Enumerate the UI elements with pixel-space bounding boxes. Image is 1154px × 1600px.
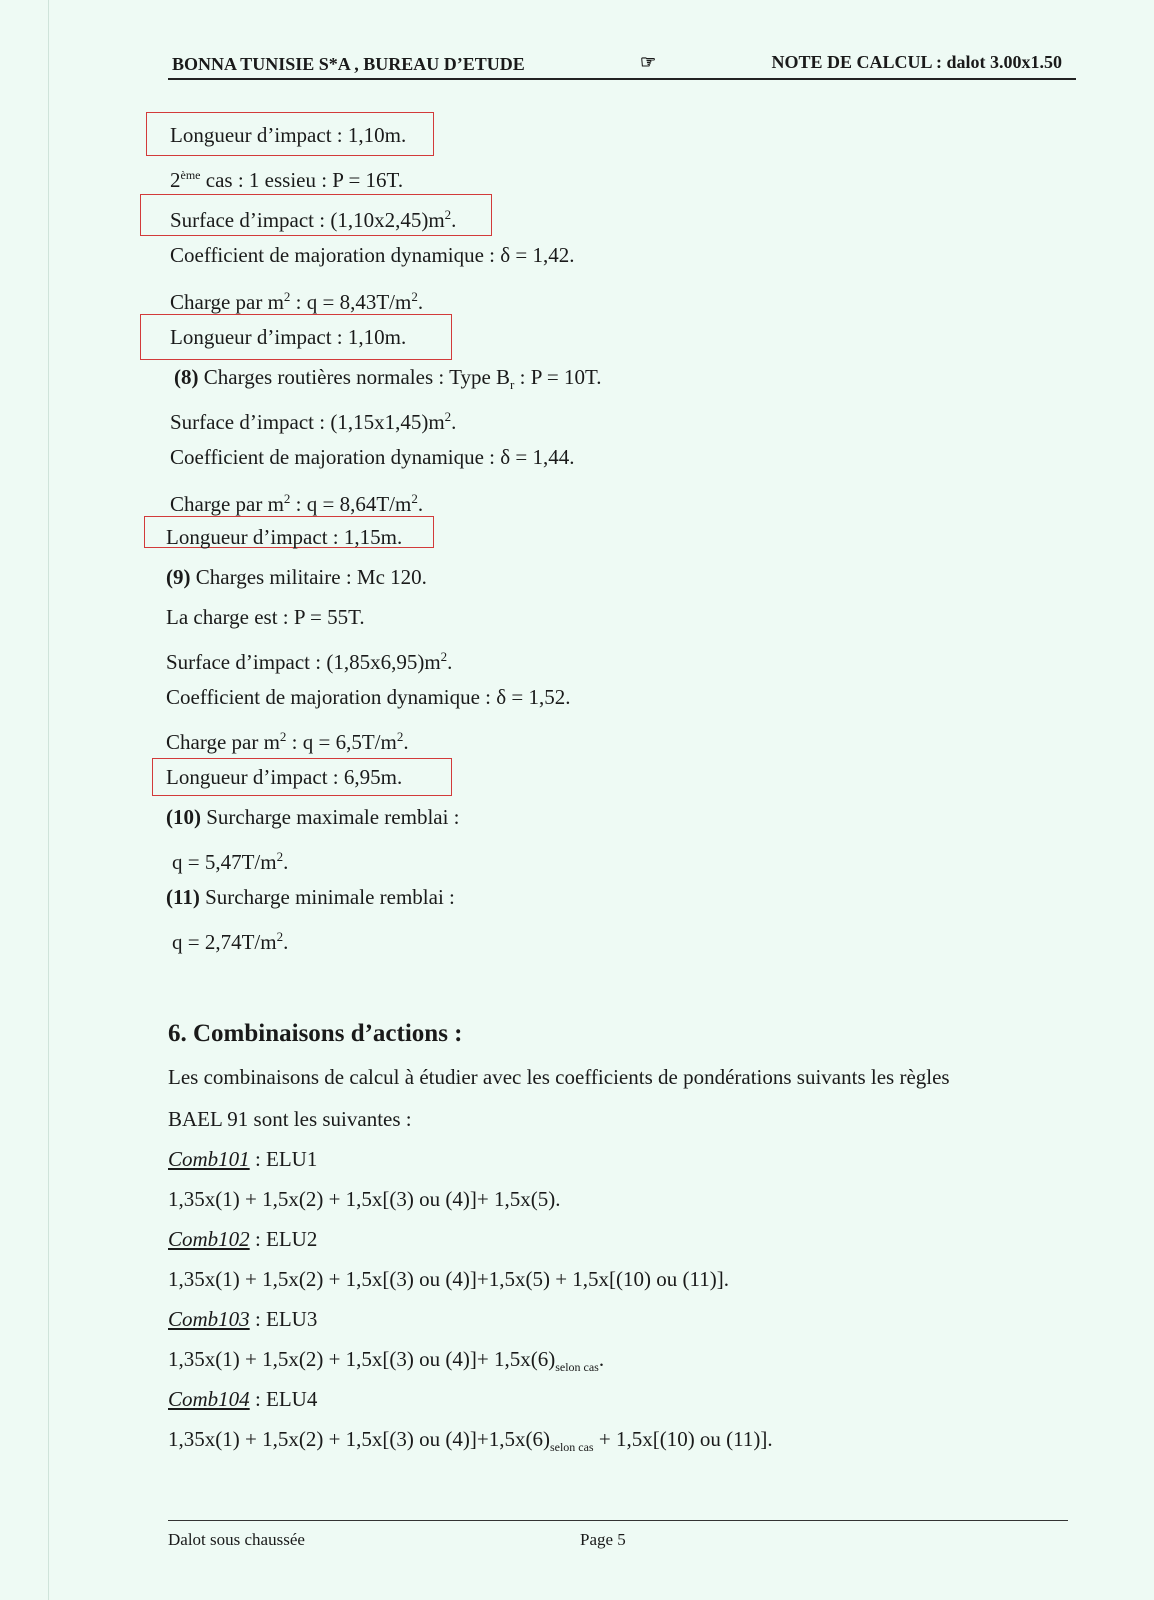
superscript: 2: [411, 289, 418, 304]
combination-label-line: [168, 1306, 317, 1332]
text-line: [166, 644, 452, 675]
text: : P = 10T.: [514, 365, 602, 389]
text-line: [170, 284, 423, 315]
superscript: 2: [444, 409, 452, 424]
text: Surcharge minimale remblai :: [199, 885, 455, 909]
text: Longueur d’impact : 6,95m.: [166, 765, 403, 789]
superscript: 2: [396, 729, 404, 744]
text-line: [166, 724, 409, 755]
section-intro: Les combinaisons de calcul à étudier avec les coefficients de pondérations suivants les règles: [168, 1065, 950, 1089]
text-line: [174, 364, 601, 398]
combination-formula: [168, 1426, 773, 1460]
combination-label-line: [168, 1146, 317, 1172]
text: : q = 6,5T/m: [286, 730, 397, 754]
combination-label-line: [168, 1226, 317, 1252]
combination-name: : ELU4: [249, 1387, 318, 1411]
text: Coefficient de majoration dynamique : δ = 1,44.: [170, 445, 575, 469]
text: q = 5,47T/m: [172, 850, 277, 874]
text: Surface d’impact : (1,85x6,95)m: [166, 650, 441, 674]
text: Charge par m: [170, 290, 284, 314]
text: Longueur d’impact : 1,10m.: [170, 325, 407, 349]
formula: + 1,5x[(10) ou (11)].: [593, 1427, 773, 1451]
text: .: [447, 650, 453, 674]
combination-formula: [168, 1266, 729, 1292]
text: .: [451, 208, 457, 232]
footer-rule: [168, 1520, 1068, 1521]
text: .: [283, 850, 289, 874]
text: Charges militaire : Mc 120.: [190, 565, 427, 589]
superscript: 2: [440, 649, 448, 664]
combination-label: Comb101: [168, 1147, 250, 1171]
formula: 1,35x(1) + 1,5x(2) + 1,5x[(3) ou (4)]+ 1,5x(6): [168, 1347, 556, 1371]
text: Longueur d’impact : 1,10m.: [170, 123, 407, 147]
text: : q = 8,64T/m: [290, 492, 412, 516]
item-number: (11): [166, 885, 200, 909]
superscript: 2: [276, 929, 284, 944]
text-line: [170, 242, 575, 268]
subscript: r: [510, 377, 515, 393]
text-line: [170, 162, 403, 193]
text: Charges routières normales : Type B: [198, 365, 511, 389]
item-number: (10): [166, 805, 201, 829]
text: .: [283, 930, 289, 954]
header-company: BONNA TUNISIE S*A , BUREAU D’ETUDE: [172, 54, 525, 74]
text-line: [172, 924, 288, 955]
formula: 1,35x(1) + 1,5x(2) + 1,5x[(3) ou (4)]+ 1,5x(5).: [168, 1187, 561, 1211]
formula-subscript: selon cas: [549, 1440, 594, 1455]
text: Coefficient de majoration dynamique : δ = 1,42.: [170, 243, 575, 267]
formula: .: [598, 1347, 605, 1371]
page-number: Page 5: [580, 1530, 626, 1549]
text-line: [170, 444, 575, 470]
text: 2: [170, 168, 181, 192]
text-line: [166, 564, 427, 590]
text: cas : 1 essieu : P = 16T.: [200, 168, 404, 192]
superscript: 2: [279, 729, 287, 744]
superscript: ème: [180, 168, 201, 182]
header-document-title: NOTE DE CALCUL : dalot 3.00x1.50: [771, 52, 1062, 72]
section-title: 6. Combinaisons d’actions :: [168, 1020, 463, 1047]
text-line: [170, 122, 406, 148]
text-line: [170, 486, 423, 517]
page-header: [168, 52, 1076, 80]
superscript: 2: [283, 491, 291, 506]
text: Surface d’impact : (1,10x2,45)m: [170, 208, 445, 232]
combination-label-line: [168, 1386, 317, 1412]
text-line: [170, 324, 406, 350]
text: Surface d’impact : (1,15x1,45)m: [170, 410, 445, 434]
superscript: 2: [283, 289, 291, 304]
text: .: [403, 730, 409, 754]
formula: 1,35x(1) + 1,5x(2) + 1,5x[(3) ou (4)]+1,5x(6): [168, 1427, 550, 1451]
text-line: [172, 844, 288, 875]
text-line: [166, 684, 571, 710]
text-line: [166, 884, 455, 910]
text: .: [417, 290, 424, 314]
combination-label: Comb104: [168, 1387, 250, 1411]
formula: 1,35x(1) + 1,5x(2) + 1,5x[(3) ou (4)]+1,5x(5) + 1,5x[(10) ou (11)].: [168, 1267, 729, 1291]
superscript: 2: [444, 207, 452, 222]
text-line: [166, 604, 365, 630]
text-line: [170, 404, 456, 435]
superscript: 2: [411, 491, 418, 506]
pointing-hand-icon: ☞: [640, 52, 657, 72]
section-intro: BAEL 91 sont les suivantes :: [168, 1107, 412, 1131]
combination-label: Comb102: [168, 1227, 250, 1251]
item-number: (9): [166, 565, 191, 589]
item-number: (8): [174, 365, 199, 389]
scan-edge-line: [48, 0, 49, 1600]
text-line: [166, 764, 402, 790]
text: Coefficient de majoration dynamique : δ = 1,52.: [166, 685, 571, 709]
text-line: [166, 804, 460, 830]
text: Surcharge maximale remblai :: [201, 805, 460, 829]
combination-label: Comb103: [168, 1307, 250, 1331]
text: q = 2,74T/m: [172, 930, 277, 954]
text: Charge par m: [170, 492, 284, 516]
combination-name: : ELU1: [249, 1147, 318, 1171]
formula-subscript: selon cas: [555, 1360, 599, 1375]
text: .: [451, 410, 457, 434]
combination-name: : ELU2: [249, 1227, 318, 1251]
text: .: [417, 492, 424, 516]
text-line: [166, 524, 402, 550]
text: Charge par m: [166, 730, 280, 754]
text: Longueur d’impact : 1,15m.: [166, 525, 403, 549]
footer-document-name: Dalot sous chaussée: [168, 1530, 305, 1549]
text-line: [170, 202, 456, 233]
text: : q = 8,43T/m: [290, 290, 412, 314]
combination-formula: [168, 1186, 560, 1212]
combination-formula: [168, 1346, 604, 1380]
text: La charge est : P = 55T.: [166, 605, 365, 629]
combination-name: : ELU3: [249, 1307, 318, 1331]
superscript: 2: [276, 849, 284, 864]
